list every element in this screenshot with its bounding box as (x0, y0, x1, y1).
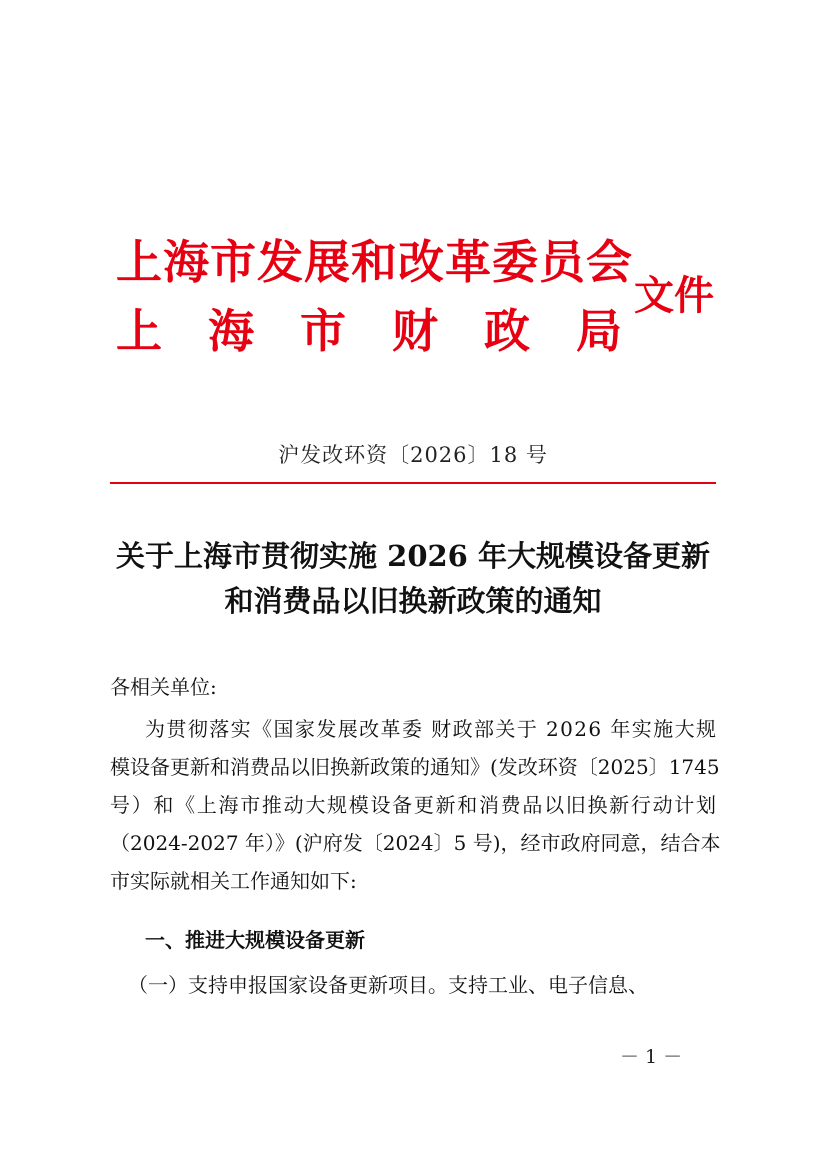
paragraph-line: 号）和《上海市推动大规模设备更新和消费品以旧换新行动计划 (110, 793, 718, 817)
paragraph-line: 市实际就相关工作通知如下: (110, 869, 357, 893)
paragraph-line: 为贯彻落实《国家发展改革委 财政部关于 2026 年实施大规 (145, 717, 718, 741)
issuer-name-finance-bureau (116, 303, 622, 359)
issuer-char: 政 (484, 304, 530, 358)
paragraph-line: 模设备更新和消费品以旧换新政策的通知》(发改环资〔2025〕1745 (110, 755, 720, 779)
salutation: 各相关单位: (110, 675, 217, 699)
issuer-char: 局 (576, 304, 622, 358)
issuer-char: 市 (300, 304, 346, 358)
document-number: 沪发改环资〔2026〕18 号 (278, 443, 548, 467)
header-divider (110, 482, 716, 484)
page-number: － 1 － (620, 1046, 683, 1068)
issuer-char: 海 (208, 304, 254, 358)
document-title-line-2: 和消费品以旧换新政策的通知 (224, 584, 602, 618)
paragraph-line: （2024-2027 年）》(沪府发〔2024〕5 号)，经市政府同意，结合本 (110, 831, 721, 855)
issuer-char: 上 (116, 304, 162, 358)
section-heading: 一、推进大规模设备更新 (145, 928, 365, 952)
subsection-line: （一）支持申报国家设备更新项目。支持工业、电子信息、 (128, 973, 648, 997)
issuer-name-ndrc: 上海市发展和改革委员会 (116, 235, 633, 289)
issuer-char: 财 (392, 304, 438, 358)
document-title-line-1: 关于上海市贯彻实施 2026 年大规模设备更新 (116, 539, 710, 573)
document-type-label: 文件 (634, 272, 714, 319)
